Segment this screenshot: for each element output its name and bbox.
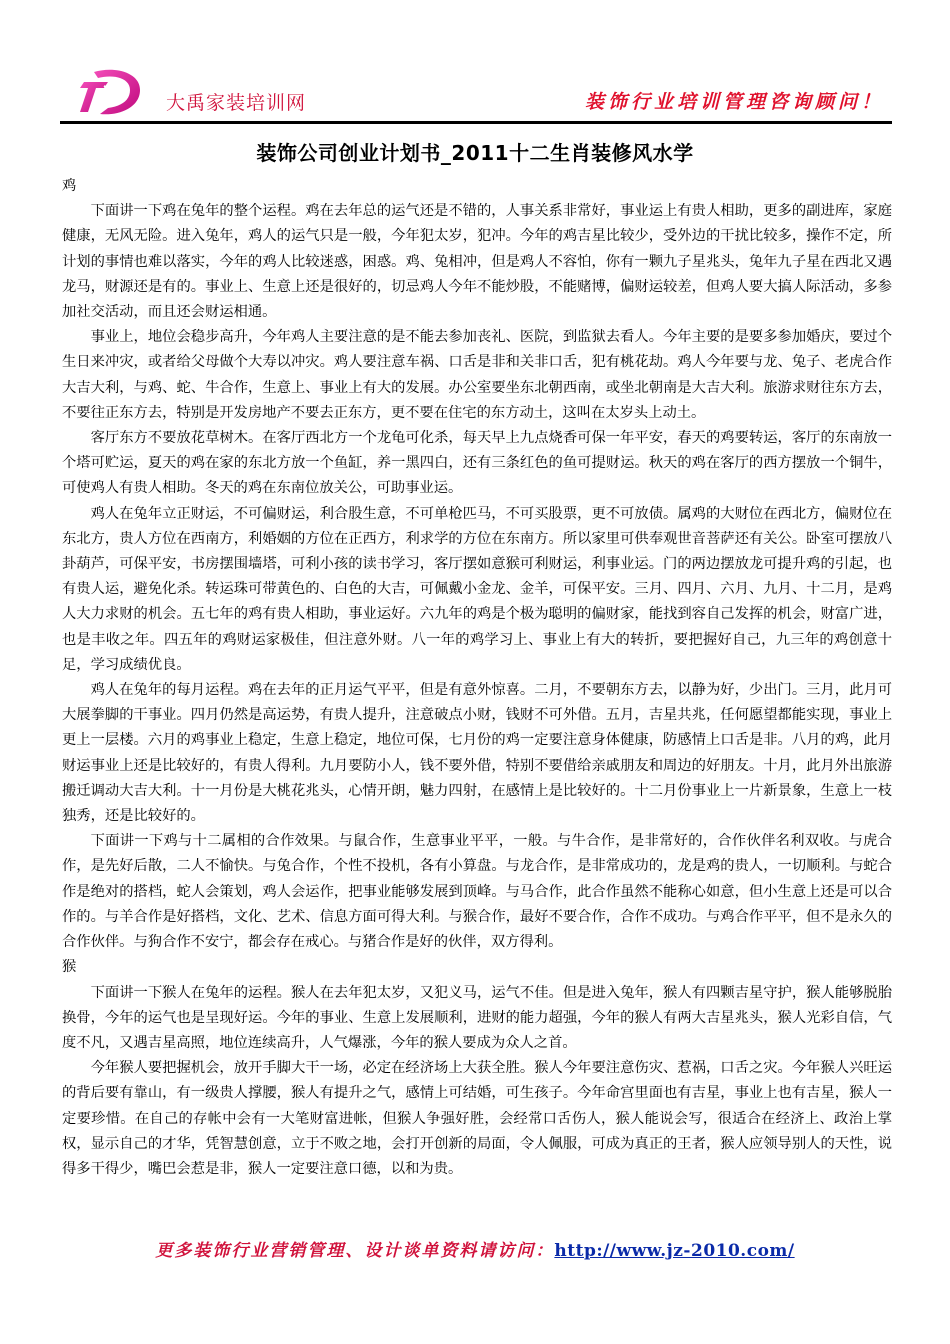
document-title: 装饰公司创业计划书_2011十二生肖装修风水学 [256, 141, 694, 165]
dayu-logo-icon [74, 64, 146, 118]
site-name: 大禹家装培训网 [166, 92, 307, 114]
section-label-monkey: 猴 [62, 959, 77, 976]
document-body [62, 174, 892, 1182]
paragraph: 今年猴人要把握机会，放开手脚大干一场，必定在经济场上大获全胜。猴人今年要注意伤灾、惹祸，口舌之灾。今年猴人兴旺运的背后要有靠山，有一级贵人撑腰，猴人有提升之气，感情上可结婚，可生孩子。今年命宫里面也有吉星，事业上也有吉星，猴人一定要珍惜。在自己的存帐中会有一大笔财富进帐，但猴人争强好胜，会经常口舌伤人，猴人能说会写，很适合在经济上、政治上掌权，显示自己的才华，凭智慧创意，立于不败之地，会打开创新的局面，令人佩服，可成为真正的王者，猴人应领导别人的天性，说得多干得少，嘴巴会惹是非，猴人一定要注意口德，以和为贵。 [62, 1060, 892, 1177]
paragraph: 鸡人在兔年的每月运程。鸡在去年的正月运气平平，但是有意外惊喜。二月，不要朝东方去，以静为好，少出门。三月，此月可大展拳脚的干事业。四月仍然是高运势，有贵人提升，注意破点小财，钱财不可外借。五月，吉星共兆，任何愿望都能实现，事业上更上一层楼。六月的鸡事业上稳定，生意上稳定，地位可保，七月份的鸡一定要注意身体健康，防感情上口舌是非。八月的鸡，此月财运事业上还是比较好的，有贵人得利。九月要防小人，钱不要外借，特别不要借给亲戚朋友和周边的好朋友。十月，此月外出旅游搬迁调动大吉大利。十一月份是大桃花兆头，心情开朗，魅力四射，在感情上是比较好的。十二月份事业上一片新景象，生意上一枝独秀，还是比较好的。 [62, 682, 892, 825]
header-slogan: 装饰行业培训管理咨询顾问！ [584, 91, 884, 113]
header-divider [60, 121, 892, 124]
page-footer [0, 1236, 950, 1261]
section-label-rooster: 鸡 [62, 178, 77, 194]
paragraph: 下面讲一下猴人在兔年的运程。猴人在去年犯太岁，又犯义马，运气不佳。但是进入兔年，猴人有四颗吉星守护，猴人能够脱胎换骨，今年的运气也是呈现好运。今年的事业、生意上发展顺利，进财的能力超强，今年的猴人有两大吉星兆头，猴人光彩自信，气度不凡，又遇吉星高照，地位连续高升，人气爆涨，今年的猴人要成为众人之首。 [62, 984, 892, 1051]
paragraph: 客厅东方不要放花草树木。在客厅西北方一个龙龟可化杀，每天早上九点烧香可保一年平安，春天的鸡要转运，客厅的东南放一个塔可贮运，夏天的鸡在家的东北方放一个鱼缸，养一黑四白，还有三条红色的鱼可提财运。秋天的鸡在客厅的西方摆放一个铜牛，可使鸡人有贵人相助。冬天的鸡在东南位放关公，可助事业运。 [62, 430, 892, 497]
paragraph: 下面讲一下鸡与十二属相的合作效果。与鼠合作，生意事业平平，一般。与牛合作，是非常好的，合作伙伴名利双收。与虎合作，是先好后散，二人不愉快。与兔合作，个性不投机，各有小算盘。与龙合作，是非常成功的，龙是鸡的贵人，一切顺利。与蛇合作是绝对的搭档，蛇人会策划，鸡人会运作，把事业能够发展到顶峰。与马合作，此合作虽然不能称心如意，但小生意上还是可以合作的。与羊合作是好搭档，文化、艺术、信息方面可得大利。与猴合作，最好不要合作，合作不成功。与鸡合作平平，但不是永久的合作伙伴。与狗合作不安宁，都会存在戒心。与猪合作是好的伙伴，双方得利。 [62, 833, 892, 951]
page-header [62, 60, 892, 120]
footer-link[interactable]: http://www.jz-2010.com/ [554, 1241, 795, 1261]
paragraph: 下面讲一下鸡在兔年的整个运程。鸡在去年总的运气还是不错的，人事关系非常好，事业运上有贵人相助，更多的副进库，家庭健康，无风无险。进入兔年，鸡人的运气只是一般，今年犯太岁，犯冲。今年的鸡吉星比较少，受外边的干扰比较多，操作不定，所计划的事情也难以落实，今年的鸡人比较迷惑，困惑。鸡、兔相冲，但是鸡人不容怕，你有一颗九子星兆头，兔年九子星在西北又遇龙马，财源还是有的。事业上、生意上还是很好的，切忌鸡人今年不能炒股，不能赌博，偏财运较差，但鸡人要大搞人际活动，多参加社交活动，而且还会财运相通。 [62, 203, 892, 321]
footer-text: 更多装饰行业营销管理、设计谈单资料请访问： [155, 1241, 555, 1261]
paragraph: 鸡人在兔年立正财运，不可偏财运，利合股生意，不可单枪匹马，不可买股票，更不可放债。属鸡的大财位在西北方，偏财位在东北方，贵人方位在西南方，利婚姻的方位在正西方，利求学的方位在东南方。所以家里可供奉观世音菩萨还有关公。卧室可摆放八卦葫芦，可保平安，书房摆围墙塔，可利小孩的读书学习，客厅摆如意猴可利财运，利事业运。门的两边摆放龙可提升鸡的引起，也有贵人运，避免化杀。转运珠可带黄色的、白色的大吉，可佩戴小金龙、金羊，可保平安。三月、四月、六月、九月、十二月，是鸡人大力求财的机会。五七年的鸡有贵人相助，事业运好。六九年的鸡是个极为聪明的偏财家，能找到容自己发挥的机会，财富广进，也是丰收之年。四五年的鸡财运家极佳，但注意外财。八一年的鸡学习上、事业上有大的转折，要把握好自己，九三年的鸡创意十足，学习成绩优良。 [62, 505, 892, 673]
paragraph: 事业上，地位会稳步高升，今年鸡人主要注意的是不能去参加丧礼、医院，到监狱去看人。今年主要的是要多参加婚庆，要过个生日来冲灾，或者给父母做个大寿以冲灾。鸡人要注意车祸、口舌是非和关非口舌，犯有桃花劫。鸡人今年要与龙、兔子、老虎合作大吉大利，与鸡、蛇、牛合作，生意上、事业上有大的发展。办公室要坐东北朝西南，或坐北朝南是大吉大利。旅游求财往东方去，不要往正东方去，特别是开发房地产不要去正东方，更不要在住宅的东方动土，这叫在太岁头上动土。 [62, 329, 892, 421]
